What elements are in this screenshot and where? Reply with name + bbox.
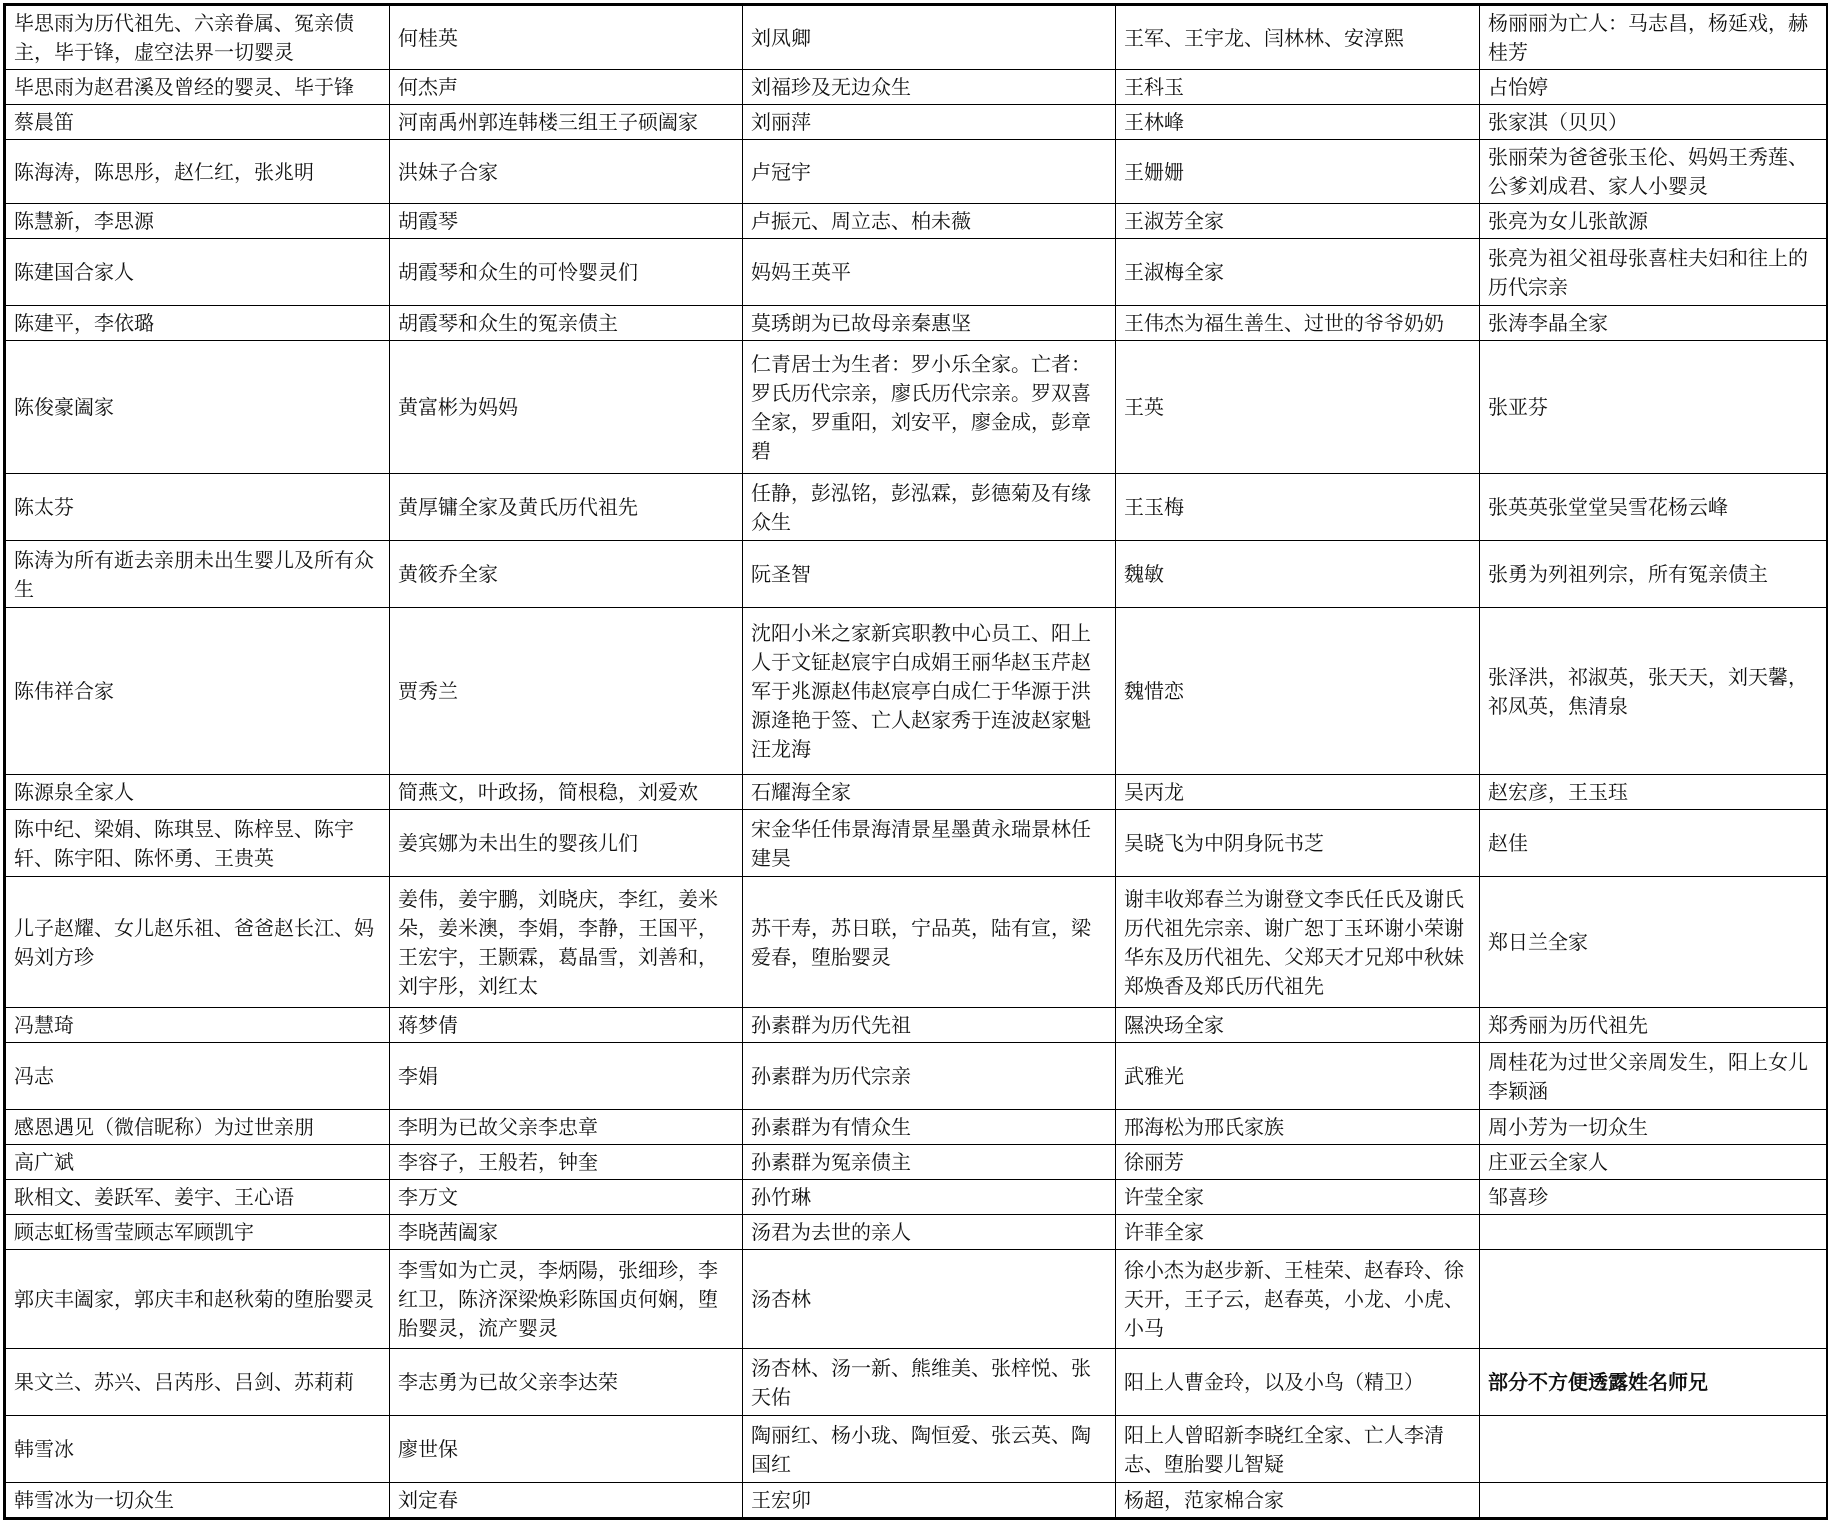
table-row — [5, 5, 1828, 70]
table-cell: 张泽洪，祁淑英，张天天，刘天馨，祁凤英，焦清泉 — [1480, 608, 1828, 775]
table-cell: 李志勇为已故父亲李达荣 — [390, 1349, 743, 1416]
table-cell: 贾秀兰 — [390, 608, 743, 775]
table-cell: 陈慧新，李思源 — [5, 204, 390, 239]
table-cell: 李明为已故父亲李忠章 — [390, 1110, 743, 1145]
table-cell: 陈海涛，陈思彤，赵仁红，张兆明 — [5, 140, 390, 204]
table-cell: 魏惜恋 — [1116, 608, 1480, 775]
table-cell: 蒋梦倩 — [390, 1008, 743, 1043]
table-cell: 陶丽红、杨小珑、陶恒爱、张云英、陶国红 — [743, 1416, 1116, 1483]
table-cell: 王宏卯 — [743, 1483, 1116, 1519]
table-cell: 李晓茜阖家 — [390, 1215, 743, 1250]
table-cell — [1480, 1215, 1828, 1250]
table-cell: 王伟杰为福生善生、过世的爷爷奶奶 — [1116, 306, 1480, 341]
table-cell: 陈建国合家人 — [5, 239, 390, 306]
table-row — [5, 306, 1828, 341]
table-cell: 莫琇朗为已故母亲秦惠坚 — [743, 306, 1116, 341]
table-cell: 张亮为女儿张歆源 — [1480, 204, 1828, 239]
table-cell: 部分不方便透露姓名师兄 — [1480, 1349, 1828, 1416]
table-cell: 石耀海全家 — [743, 775, 1116, 810]
table-row — [5, 1110, 1828, 1145]
table-cell: 任静，彭泓铭，彭泓霖，彭德菊及有缘众生 — [743, 474, 1116, 541]
table-cell: 孙素群为历代宗亲 — [743, 1043, 1116, 1110]
table-cell: 谢丰收郑春兰为谢登文李氏任氏及谢氏历代祖先宗亲、谢广恕丁玉环谢小荣谢华东及历代祖先、父郑天才兄郑中秋妹郑焕香及郑氏历代祖先 — [1116, 877, 1480, 1008]
table-cell: 阳上人曾昭新李晓红全家、亡人李清志、堕胎婴儿智疑 — [1116, 1416, 1480, 1483]
table-cell: 何杰声 — [390, 70, 743, 105]
table-cell: 仁青居士为生者：罗小乐全家。亡者：罗氏历代宗亲，廖氏历代宗亲。罗双喜全家，罗重阳，刘安平，廖金成，彭章碧 — [743, 341, 1116, 474]
table-row — [5, 70, 1828, 105]
table-cell: 汤杏林、汤一新、熊维美、张梓悦、张天佑 — [743, 1349, 1116, 1416]
table-cell: 韩雪冰为一切众生 — [5, 1483, 390, 1519]
table-row — [5, 877, 1828, 1008]
table-cell: 周小芳为一切众生 — [1480, 1110, 1828, 1145]
table-cell: 沈阳小米之家新宾职教中心员工、阳上人于文钲赵宸宇白成娟王丽华赵玉芹赵军于兆源赵伟赵宸亭白成仁于华源于洪源逄艳于签、亡人赵家秀于连波赵家魁汪龙海 — [743, 608, 1116, 775]
table-cell: 高广斌 — [5, 1145, 390, 1180]
table-cell: 张亮为祖父祖母张喜柱夫妇和往上的历代宗亲 — [1480, 239, 1828, 306]
table-cell: 武雅光 — [1116, 1043, 1480, 1110]
table-cell: 孙素群为冤亲债主 — [743, 1145, 1116, 1180]
table-cell: 姜伟，姜宇鹏，刘晓庆，李红，姜米朵，姜米澳，李娟，李静，王国平，王宏宇，王颢霖，葛晶雪，刘善和，刘宇彤，刘红太 — [390, 877, 743, 1008]
table-cell: 张涛李晶全家 — [1480, 306, 1828, 341]
table-cell: 赵佳 — [1480, 810, 1828, 877]
table-cell: 张家淇（贝贝） — [1480, 105, 1828, 140]
table-cell: 宋金华任伟景海清景星墨黄永瑞景林任建昊 — [743, 810, 1116, 877]
table-cell: 王科玉 — [1116, 70, 1480, 105]
table-cell: 刘凤卿 — [743, 5, 1116, 70]
table-cell: 感恩遇见（微信昵称）为过世亲朋 — [5, 1110, 390, 1145]
table-cell: 郑日兰全家 — [1480, 877, 1828, 1008]
table-cell: 吴晓飞为中阴身阮书芝 — [1116, 810, 1480, 877]
table-cell: 邹喜珍 — [1480, 1180, 1828, 1215]
table-cell: 王林峰 — [1116, 105, 1480, 140]
table-cell: 隰泱玚全家 — [1116, 1008, 1480, 1043]
table-cell: 郑秀丽为历代祖先 — [1480, 1008, 1828, 1043]
table-row — [5, 608, 1828, 775]
table-row — [5, 810, 1828, 877]
table-cell: 王淑梅全家 — [1116, 239, 1480, 306]
table-cell: 张勇为列祖列宗，所有冤亲债主 — [1480, 541, 1828, 608]
table-cell: 冯志 — [5, 1043, 390, 1110]
table-cell: 汤君为去世的亲人 — [743, 1215, 1116, 1250]
table-cell: 王玉梅 — [1116, 474, 1480, 541]
table-cell: 阮圣智 — [743, 541, 1116, 608]
table-cell: 卢振元、周立志、柏未薇 — [743, 204, 1116, 239]
table-cell: 孙竹琳 — [743, 1180, 1116, 1215]
table-row — [5, 1145, 1828, 1180]
table-row — [5, 775, 1828, 810]
dedication-names-table — [3, 3, 1828, 1520]
table-cell: 刘丽萍 — [743, 105, 1116, 140]
table-cell: 胡霞琴和众生的冤亲债主 — [390, 306, 743, 341]
table-row — [5, 341, 1828, 474]
table-row — [5, 1215, 1828, 1250]
table-cell: 胡霞琴和众生的可怜婴灵们 — [390, 239, 743, 306]
table-cell: 王姗姗 — [1116, 140, 1480, 204]
table-cell: 黄厚镛全家及黄氏历代祖先 — [390, 474, 743, 541]
table-row — [5, 1043, 1828, 1110]
table-row — [5, 1180, 1828, 1215]
table-cell: 庄亚云全家人 — [1480, 1145, 1828, 1180]
table-cell: 廖世保 — [390, 1416, 743, 1483]
table-cell: 陈中纪、梁娟、陈琪昱、陈梓昱、陈宇轩、陈宇阳、陈怀勇、王贵英 — [5, 810, 390, 877]
table-cell — [1480, 1483, 1828, 1519]
table-cell: 吴丙龙 — [1116, 775, 1480, 810]
table-cell: 张亚芬 — [1480, 341, 1828, 474]
table-cell: 魏敏 — [1116, 541, 1480, 608]
table-cell: 徐小杰为赵步新、王桂荣、赵春玲、徐天开，王子云，赵春英，小龙、小虎、小马 — [1116, 1250, 1480, 1349]
table-cell: 陈俊豪阖家 — [5, 341, 390, 474]
table-cell: 刘福珍及无边众生 — [743, 70, 1116, 105]
table-cell: 姜宾娜为未出生的婴孩儿们 — [390, 810, 743, 877]
table-cell: 孙素群为有情众生 — [743, 1110, 1116, 1145]
table-cell: 李娟 — [390, 1043, 743, 1110]
table-cell: 卢冠宇 — [743, 140, 1116, 204]
table-cell: 耿相文、姜跃军、姜宇、王心语 — [5, 1180, 390, 1215]
table-cell: 许菲全家 — [1116, 1215, 1480, 1250]
table-cell: 杨丽丽为亡人：马志昌，杨延戏，赫桂芳 — [1480, 5, 1828, 70]
table-cell: 郭庆丰阖家，郭庆丰和赵秋菊的堕胎婴灵 — [5, 1250, 390, 1349]
table-row — [5, 1416, 1828, 1483]
table-cell: 占怡婷 — [1480, 70, 1828, 105]
table-cell: 杨超，范家棉合家 — [1116, 1483, 1480, 1519]
table-cell: 孙素群为历代先祖 — [743, 1008, 1116, 1043]
table-cell: 刘定春 — [390, 1483, 743, 1519]
table-cell: 王淑芳全家 — [1116, 204, 1480, 239]
table-cell: 周桂花为过世父亲周发生，阳上女儿李颖涵 — [1480, 1043, 1828, 1110]
table-cell: 王军、王宇龙、闫林林、安淳熙 — [1116, 5, 1480, 70]
table-row — [5, 140, 1828, 204]
table-cell: 阳上人曹金玲，以及小鸟（精卫） — [1116, 1349, 1480, 1416]
table-cell: 李容子，王般若，钟奎 — [390, 1145, 743, 1180]
table-cell: 张英英张堂堂吴雪花杨云峰 — [1480, 474, 1828, 541]
table-cell: 陈伟祥合家 — [5, 608, 390, 775]
table-cell: 黄筱乔全家 — [390, 541, 743, 608]
table-body — [5, 5, 1828, 1519]
table-cell: 蔡晨笛 — [5, 105, 390, 140]
table-cell: 赵宏彦，王玉珏 — [1480, 775, 1828, 810]
table-cell: 苏干寿，苏日联，宁品英，陆有宣，梁爱春，堕胎婴灵 — [743, 877, 1116, 1008]
table-cell: 妈妈王英平 — [743, 239, 1116, 306]
table-cell: 胡霞琴 — [390, 204, 743, 239]
table-row — [5, 105, 1828, 140]
table-cell — [1480, 1250, 1828, 1349]
table-row — [5, 541, 1828, 608]
table-cell: 韩雪冰 — [5, 1416, 390, 1483]
table-cell: 何桂英 — [390, 5, 743, 70]
table-cell: 许莹全家 — [1116, 1180, 1480, 1215]
table-cell: 李万文 — [390, 1180, 743, 1215]
table-cell: 徐丽芳 — [1116, 1145, 1480, 1180]
table-cell: 王英 — [1116, 341, 1480, 474]
table-row — [5, 1483, 1828, 1519]
table-row — [5, 1349, 1828, 1416]
table-cell: 陈建平，李依璐 — [5, 306, 390, 341]
table-row — [5, 474, 1828, 541]
table-cell: 冯慧琦 — [5, 1008, 390, 1043]
table-cell: 河南禹州郭连韩楼三组王子硕阖家 — [390, 105, 743, 140]
table-cell: 简燕文，叶政扬，简根稳，刘爱欢 — [390, 775, 743, 810]
table-cell: 黄富彬为妈妈 — [390, 341, 743, 474]
table-cell: 张丽荣为爸爸张玉伦、妈妈王秀莲、公爹刘成君、家人小婴灵 — [1480, 140, 1828, 204]
table-cell: 洪妹子合家 — [390, 140, 743, 204]
table-cell: 顾志虹杨雪莹顾志军顾凯宇 — [5, 1215, 390, 1250]
table-row — [5, 1008, 1828, 1043]
table-cell: 毕思雨为赵君溪及曾经的婴灵、毕于锋 — [5, 70, 390, 105]
table-cell: 陈涛为所有逝去亲朋未出生婴儿及所有众生 — [5, 541, 390, 608]
table-cell: 汤杏林 — [743, 1250, 1116, 1349]
table-cell: 邢海松为邢氏家族 — [1116, 1110, 1480, 1145]
table-row — [5, 239, 1828, 306]
table-row — [5, 204, 1828, 239]
table-cell: 果文兰、苏兴、吕芮彤、吕剑、苏莉莉 — [5, 1349, 390, 1416]
table-cell: 陈源泉全家人 — [5, 775, 390, 810]
table-cell: 毕思雨为历代祖先、六亲眷属、冤亲债主，毕于锋，虚空法界一切婴灵 — [5, 5, 390, 70]
table-cell: 李雪如为亡灵，李炳陽，张细珍，李红卫，陈济深梁焕彩陈国贞何娴，堕胎婴灵，流产婴灵 — [390, 1250, 743, 1349]
table-cell: 陈太芬 — [5, 474, 390, 541]
table-row — [5, 1250, 1828, 1349]
table-cell: 儿子赵耀、女儿赵乐祖、爸爸赵长江、妈妈刘方珍 — [5, 877, 390, 1008]
table-cell — [1480, 1416, 1828, 1483]
